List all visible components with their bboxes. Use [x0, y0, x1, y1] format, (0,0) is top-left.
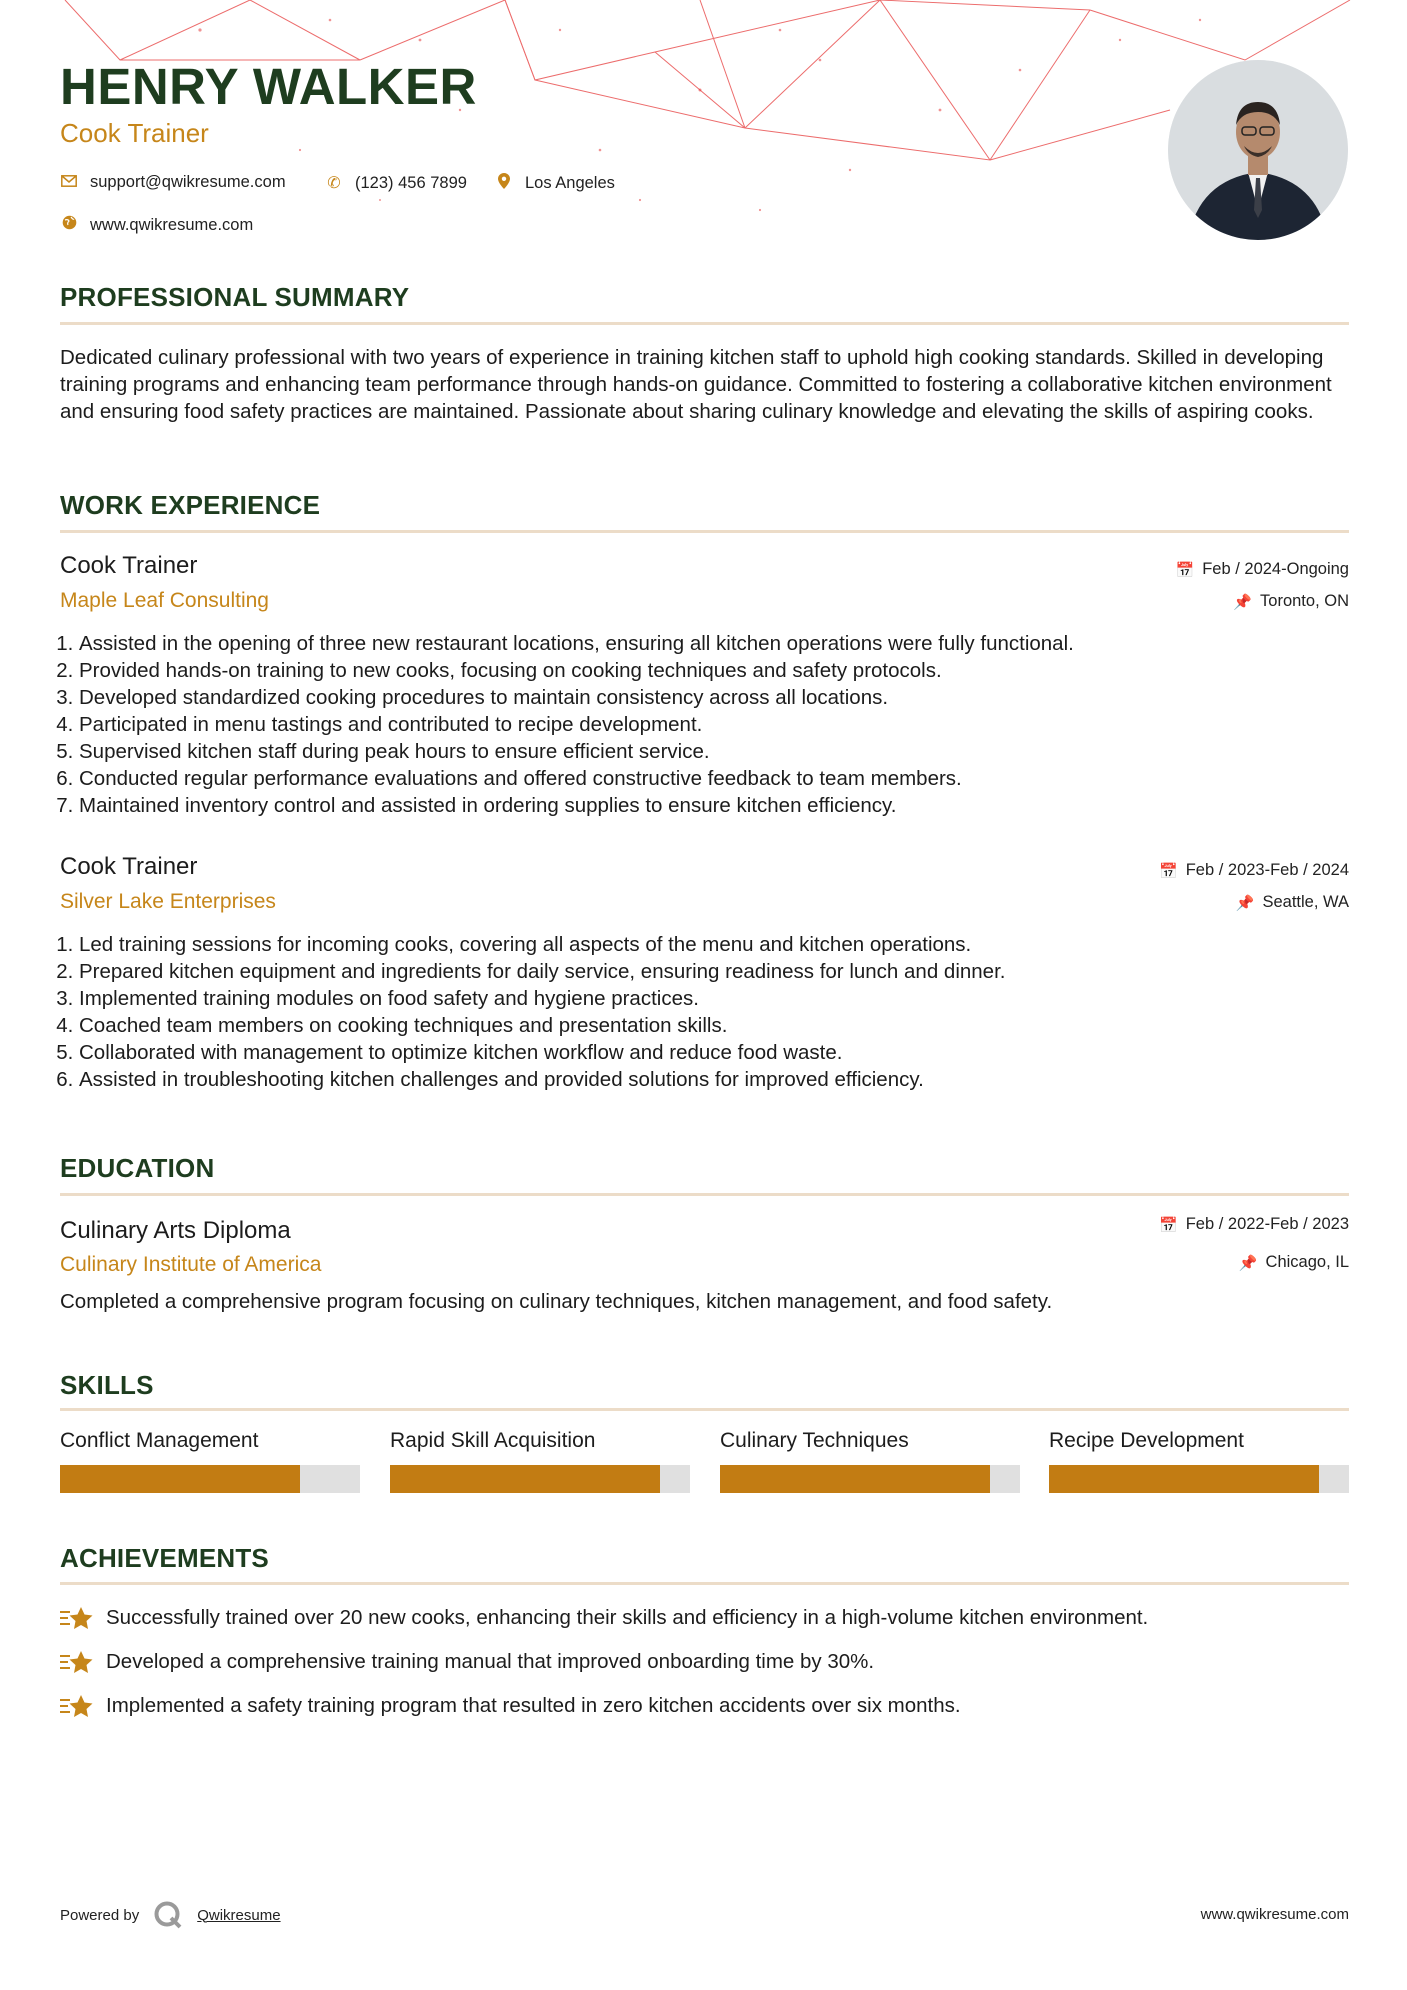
skill-label: Conflict Management	[60, 1429, 259, 1452]
skill-item	[60, 1429, 360, 1493]
phone-icon: ✆	[327, 175, 341, 192]
skill-label: Recipe Development	[1049, 1429, 1244, 1452]
footer-website[interactable]: www.qwikresume.com	[1200, 1906, 1349, 1923]
map-pin-icon	[495, 173, 513, 194]
pushpin-icon: 📌	[1235, 894, 1255, 912]
education-location	[1239, 1253, 1349, 1272]
list-item: 7. Maintained inventory control and assisted in ordering supplies to ensure kitchen efficiency.	[79, 792, 1359, 819]
profile-photo	[1168, 60, 1348, 240]
list-item: 5. Supervised kitchen staff during peak hours to ensure efficient service.	[79, 738, 1359, 765]
qwikresume-logo-icon	[153, 1900, 183, 1930]
summary-heading: PROFESSIONAL SUMMARY	[60, 282, 410, 312]
email-text: support@qwikresume.com	[90, 173, 286, 191]
contact-phone[interactable]	[325, 173, 467, 193]
achievement-text: Implemented a safety training program that resulted in zero kitchen accidents over six months.	[106, 1694, 961, 1717]
skill-bar-fill	[1049, 1465, 1319, 1493]
skill-item	[1049, 1429, 1349, 1493]
job-location-text: Seattle, WA	[1262, 893, 1349, 911]
education-dates	[1159, 1215, 1349, 1234]
pushpin-icon: 📌	[1233, 593, 1253, 611]
star-icon	[60, 1649, 94, 1675]
skill-bar	[390, 1465, 690, 1493]
achievements-divider	[60, 1582, 1349, 1585]
education-divider	[60, 1193, 1349, 1196]
degree-title: Culinary Arts Diploma	[60, 1217, 291, 1244]
summary-text: Dedicated culinary professional with two years of experience in training kitchen staff to uphold high cooking standards. Skilled in developing training programs and enhancing team performance through hands-on guidance. Committed to fostering a collaborative kitchen environment and ensuring food safety practices are maintained. Passionate about sharing culinary knowledge and elevating the skills of aspiring cooks.	[60, 346, 1332, 423]
star-icon	[60, 1693, 94, 1719]
skill-bar-fill	[60, 1465, 300, 1493]
calendar-icon: 📅	[1159, 1216, 1178, 1234]
job-dates-text: Feb / 2024-Ongoing	[1202, 560, 1349, 578]
contact-email[interactable]	[60, 173, 286, 192]
calendar-icon: 📅	[1175, 561, 1195, 579]
job-company: Silver Lake Enterprises	[60, 890, 276, 913]
summary-divider	[60, 322, 1349, 325]
job-bullets	[57, 931, 1359, 1093]
achievement-text: Successfully trained over 20 new cooks, enhancing their skills and efficiency in a high-volume kitchen environment.	[106, 1606, 1149, 1629]
list-item: 4. Coached team members on cooking techniques and presentation skills.	[79, 1012, 1359, 1039]
envelope-icon	[60, 174, 78, 192]
powered-by-label: Powered by	[60, 1906, 140, 1924]
list-item: 1. Assisted in the opening of three new restaurant locations, ensuring all kitchen operations were fully functional.	[79, 630, 1359, 657]
skill-label: Culinary Techniques	[720, 1429, 909, 1452]
job-dates	[1176, 560, 1349, 579]
footer-powered-by	[60, 1900, 281, 1930]
skill-item	[720, 1429, 1020, 1493]
skill-item	[390, 1429, 690, 1493]
list-item: 3. Implemented training modules on food safety and hygiene practices.	[79, 985, 1359, 1012]
job-location	[1236, 893, 1349, 912]
skill-label: Rapid Skill Acquisition	[390, 1429, 596, 1452]
list-item: 1. Led training sessions for incoming cooks, covering all aspects of the menu and kitchen operations.	[79, 931, 1359, 958]
skill-bar	[720, 1465, 1020, 1493]
pushpin-icon: 📌	[1238, 1254, 1258, 1272]
achievement-text: Developed a comprehensive training manual that improved onboarding time by 30%.	[106, 1650, 875, 1673]
candidate-role: Cook Trainer	[60, 118, 209, 148]
contact-website[interactable]	[60, 215, 253, 235]
job-dates-text: Feb / 2023-Feb / 2024	[1185, 861, 1349, 879]
website-text: www.qwikresume.com	[90, 215, 254, 234]
job-title: Cook Trainer	[60, 552, 198, 579]
achievement-item	[60, 1693, 961, 1719]
education-description: Completed a comprehensive program focusing on culinary techniques, kitchen management, and food safety.	[60, 1290, 1053, 1313]
list-item: 4. Participated in menu tastings and contributed to recipe development.	[79, 711, 1359, 738]
job-location-text: Toronto, ON	[1260, 592, 1349, 610]
job-title: Cook Trainer	[60, 853, 198, 880]
list-item: 2. Provided hands-on training to new cooks, focusing on cooking techniques and safety protocols.	[79, 657, 1359, 684]
candidate-name: HENRY WALKER	[60, 58, 477, 115]
school-name: Culinary Institute of America	[60, 1253, 322, 1276]
skill-bar	[1049, 1465, 1349, 1493]
education-dates-text: Feb / 2022-Feb / 2023	[1185, 1215, 1349, 1233]
skill-bar	[60, 1465, 360, 1493]
experience-divider	[60, 530, 1349, 533]
location-text: Los Angeles	[525, 174, 615, 192]
achievements-heading: ACHIEVEMENTS	[60, 1543, 269, 1573]
job-company: Maple Leaf Consulting	[60, 589, 269, 612]
list-item: 6. Conducted regular performance evaluations and offered constructive feedback to team members.	[79, 765, 1359, 792]
skills-heading: SKILLS	[60, 1370, 154, 1400]
star-icon	[60, 1605, 94, 1631]
globe-icon	[60, 215, 78, 235]
skill-bar-fill	[720, 1465, 990, 1493]
achievement-item	[60, 1649, 874, 1675]
job-bullets	[57, 630, 1359, 819]
skills-divider	[60, 1408, 1349, 1411]
calendar-icon: 📅	[1159, 862, 1178, 880]
achievement-item	[60, 1605, 1148, 1631]
list-item: 2. Prepared kitchen equipment and ingredients for daily service, ensuring readiness for lunch and dinner.	[79, 958, 1359, 985]
experience-heading: WORK EXPERIENCE	[60, 490, 321, 520]
list-item: 3. Developed standardized cooking procedures to maintain consistency across all locations.	[79, 684, 1359, 711]
job-dates	[1159, 861, 1349, 880]
job-location	[1233, 592, 1349, 611]
qwikresume-link[interactable]: Qwikresume	[197, 1906, 281, 1924]
skill-bar-fill	[390, 1465, 660, 1493]
education-location-text: Chicago, IL	[1265, 1253, 1349, 1271]
phone-text: (123) 456 7899	[355, 173, 467, 192]
education-heading: EDUCATION	[60, 1153, 215, 1183]
list-item: 5. Collaborated with management to optimize kitchen workflow and reduce food waste.	[79, 1039, 1359, 1066]
list-item: 6. Assisted in troubleshooting kitchen challenges and provided solutions for improved efficiency.	[79, 1066, 1359, 1093]
contact-location	[495, 173, 615, 194]
